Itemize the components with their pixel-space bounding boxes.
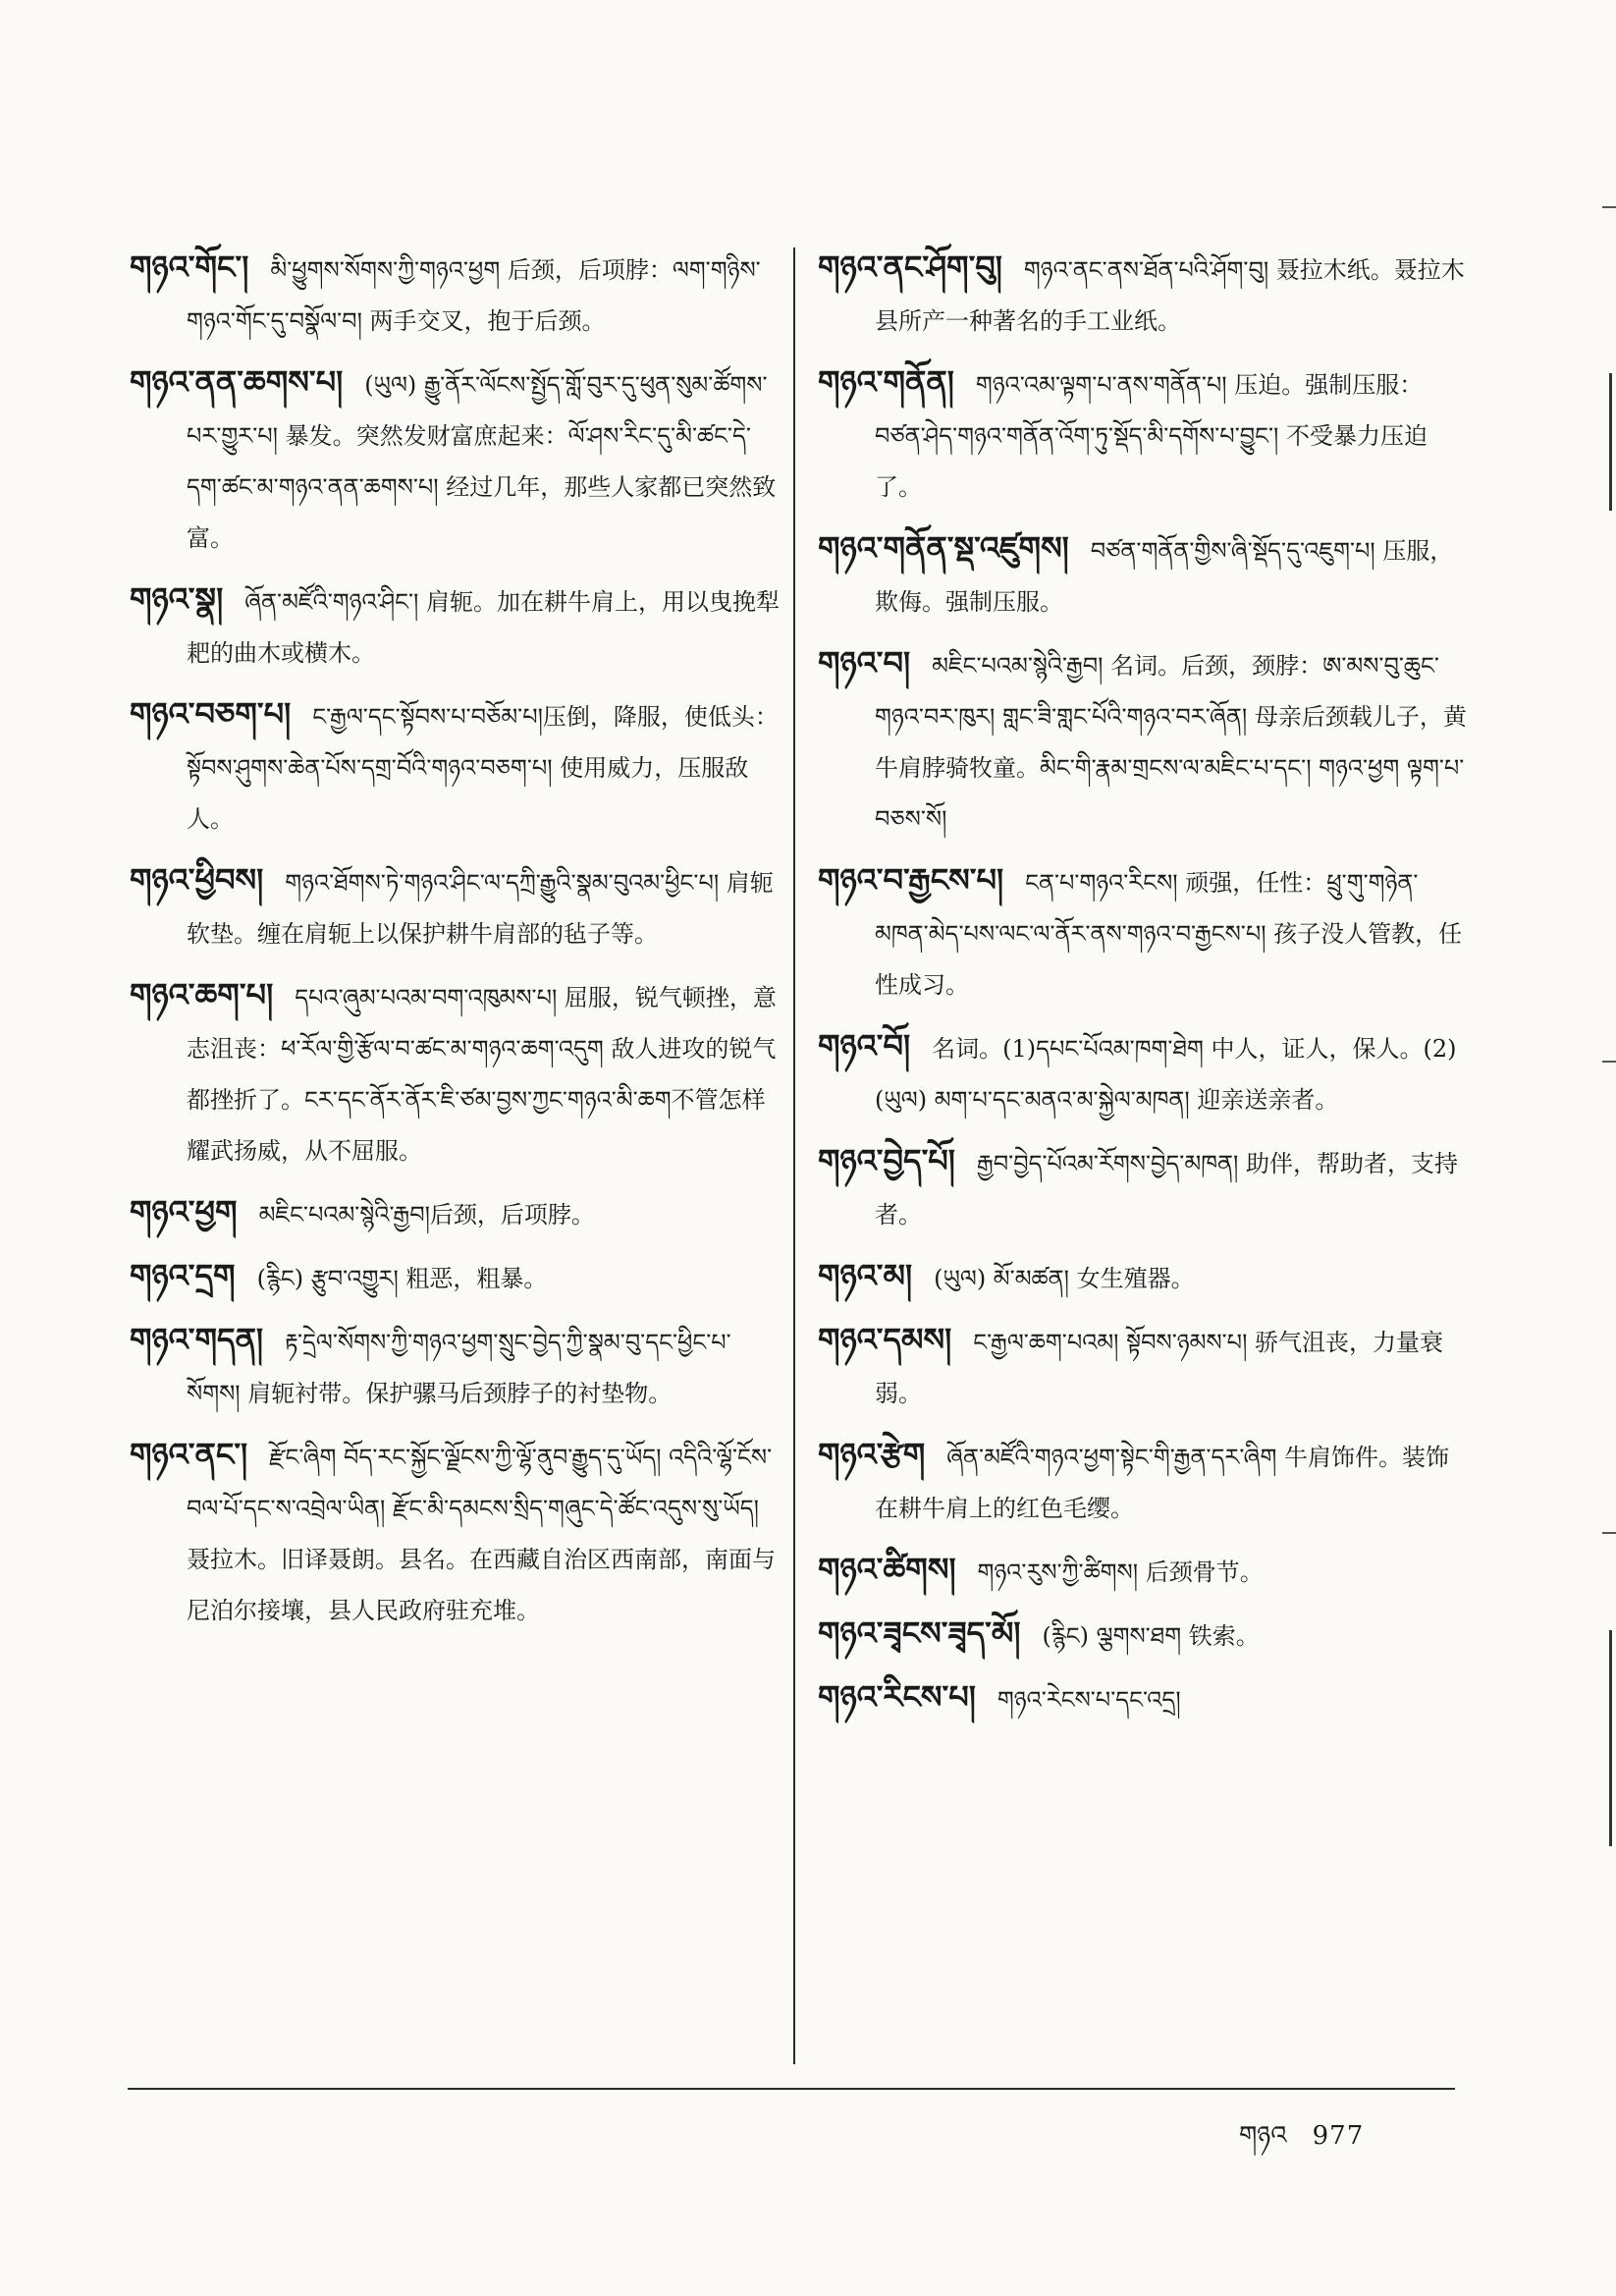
headword: གཉའ་སྣ། [130,580,224,618]
entry-definition: དཔའ་ཞུམ་པའམ་བག་འཁུམས་པ། 屈服，锐气顿挫，意志沮丧：ཕ་རོལ་གྱི་རྩོལ་བ་ཚང་མ་གཉའ་ཆག་འདུག 敌人进攻的锐气都挫折了。ངར་དང་ནོར་ནོར་ཇི་ཙམ་བྱས་ཀྱང་གཉའ་མི་ཆག不管怎样耀武扬威，从不屈服。 [187,984,777,1165]
column-divider [793,247,795,2064]
page-footer [1239,2107,1364,2179]
dictionary-entry [130,574,782,679]
entry-definition: བཙན་གནོན་གྱིས་ཞི་སྡོད་དུ་འཇུག་པ། 压服，欺侮。强制压服。 [875,537,1454,616]
headword: གཉའ་མ། [818,1257,913,1294]
headword: གཉའ་ནང་ཤོག་བུ། [818,248,1002,286]
headword: གཉའ་གོང་། [130,248,249,286]
headword: གཉའ་གནོན་སྡ་འཛུགས། [818,529,1069,567]
entry-definition: ཞོན་མཛོའི་གཉའ་ཤིང་། 肩轭。加在耕牛肩上，用以曳挽犁耙的曲木或横木。 [187,588,780,667]
dictionary-entry [818,1314,1471,1419]
page-number: 977 [1312,2121,1365,2151]
scan-edge-tick [1602,1061,1616,1063]
entry-definition: (ཡུལ) མོ་མཚན། 女生殖器。 [934,1265,1195,1292]
headword: གཉའ་ཚིགས། [818,1551,956,1588]
entry-definition: ང་རྒྱལ་ཆག་པའམ། སྟོབས་ཉམས་པ། 骄气沮丧，力量衰弱。 [875,1329,1444,1407]
headword: གཉའ་ཟྭངས་ཟྭད་མོ། [818,1614,1021,1652]
entry-definition: ང་རྒྱལ་དང་སྟོབས་པ་བཅོམ་པ།压倒，降服，使低头：སྟོབས་ཤུགས་ཆེན་པོས་དགྲ་བོའི་གཉའ་བཅག་པ། 使用威力，压服敌人。 [187,703,779,833]
left-column [130,242,782,2068]
dictionary-entry [130,854,782,959]
scan-edge-tick [1602,1532,1616,1534]
dictionary-entry [818,1671,1471,1725]
dictionary-entry [818,1250,1471,1304]
headword: གཉའ་གནོན། [818,363,954,401]
entry-definition: ཞོན་མཛོའི་གཉའ་ཕྱག་སྟེང་གི་རྒྱན་དར་ཞིག 牛肩饰件。装饰在耕牛肩上的红色毛缨。 [875,1444,1449,1522]
entry-definition: མཇིང་པའམ་སྙེའི་རྒྱབ།后颈，后项脖。 [258,1201,595,1229]
entry-definition: རྒྱབ་བྱེད་པོའམ་རོགས་བྱེད་མཁན། 助伴，帮助者，支持者。 [875,1150,1458,1229]
dictionary-entry [818,242,1471,347]
headword: གཉའ་ནན་ཆགས་པ། [130,363,344,401]
dictionary-entry [130,1429,782,1636]
entry-definition: མཇིང་པའམ་སྙེའི་རྒྱབ། 名词。后颈，颈脖：ཨ་མས་བུ་ཆུང་གཉའ་བར་ཁུར། གླང་ཟི་གླང་པོའི་གཉའ་བར་ཞོན། 母亲后颈载儿子，黄牛肩脖骑牧童。མིང་གི་རྣམ་གྲངས་ལ་མཇིང་པ་དང་། གཉའ་ཕྱག ལྟག་པ་བཅས་སོ། [875,652,1467,833]
headword: གཉའ་དྲག [130,1257,236,1294]
scan-edge-mark [1609,373,1612,511]
entry-definition: མི་ཕྱུགས་སོགས་ཀྱི་གཉའ་ཕྱག 后颈，后项脖：ལག་གཉིས་གཉའ་གོང་དུ་བསྣོལ་བ། 两手交叉，抱于后颈。 [187,256,761,335]
dictionary-entry [818,522,1471,628]
scan-edge-mark [1609,1630,1612,1846]
dictionary-entry [130,969,782,1176]
dictionary-entry [818,1608,1471,1662]
dictionary-entry [818,1544,1471,1598]
dictionary-entry [818,1020,1471,1125]
entry-definition: གཉའ་ནང་ནས་ཐོན་པའི་ཤོག་བུ། 聂拉木纸。聂拉木县所产一种著名的手工业纸。 [875,256,1465,335]
entry-definition: 名词。(1)དཔང་པོའམ་ཁག་ཐེག 中人，证人，保人。(2)(ཡུལ) མག་པ་དང་མནའ་མ་སྐྱེལ་མཁན། 迎亲送亲者。 [875,1035,1457,1114]
dictionary-entry [130,1250,782,1304]
entry-definition: གཉའ་རུས་ཀྱི་ཚིགས། 后颈骨节。 [977,1558,1264,1586]
entry-definition: གཉའ་འམ་ལྟག་པ་ནས་གནོན་པ། 压迫。强制压服：བཙན་ཤེད་གཉའ་གནོན་འོག་ཏུ་སྡོད་མི་དགོས་པ་བྱུང་། 不受暴力压迫了。 [875,371,1427,501]
headword: གཉའ་ཆག་པ། [130,976,274,1013]
footer-rule [128,2088,1455,2090]
entry-definition: (ཡུལ) རྒྱུ་ནོར་ལོངས་སྤྱོད་གློ་བུར་དུ་ཕུན་སུམ་ཚོགས་པར་གྱུར་པ། 暴发。突然发财富庶起来：ལོ་ཤས་རིང་དུ་མི་ཚང་དེ་དག་ཚང་མ་གཉའ་ནན་ཆགས་པ། 经过几年，那些人家都已突然致富。 [187,371,777,552]
footer-section-label: གཉའ [1239,2121,1287,2151]
dictionary-entry [818,1429,1471,1534]
headword: གཉའ་ཕྱག [130,1193,238,1230]
dictionary-entry [130,1314,782,1419]
dictionary-entry [130,242,782,347]
entry-definition: ངན་པ་གཉའ་རིངས། 顽强，任性：ཕྲུ་གུ་གཉེན་མཁན་མེད་པས་ལང་ལ་ནོར་ནས་གཉའ་བ་རྒྱངས་པ། 孩子没人管教，任性成习。 [875,869,1463,999]
dictionary-entry [130,1186,782,1240]
entry-definition: རྟ་དྲེལ་སོགས་ཀྱི་གཉའ་ཕྱག་སྲུང་བྱེད་ཀྱི་སྣམ་བུ་དང་ཕྱིང་པ་སོགས། 肩轭衬带。保护骡马后颈脖子的衬垫物。 [187,1329,731,1407]
dictionary-entry [818,1135,1471,1240]
dictionary-entry [818,854,1471,1011]
entry-definition: གཉའ་རེངས་པ་དང་འདྲ། [997,1686,1181,1714]
dictionary-entry [130,688,782,845]
headword: གཉའ་དམས། [818,1321,952,1358]
headword: གཉའ་བ། [818,644,911,682]
dictionary-entry [818,637,1471,845]
entry-definition: (རྙིང) རྩུབ་འགྱུར། 粗恶，粗暴。 [256,1265,548,1292]
entry-definition: གཉའ་ཐོགས་ཏེ་གཉའ་ཤིང་ལ་དཀྲི་རྒྱུའི་སྣམ་བུའམ་ཕྱིང་པ། 肩轭软垫。缠在肩轭上以保护耕牛肩部的毡子等。 [187,869,774,948]
headword: གཉའ་རིངས་པ། [818,1678,976,1716]
scan-edge-tick [1602,206,1616,208]
headword: གཉའ་བྱེད་པོ། [818,1142,955,1179]
dictionary-entry [130,356,782,564]
headword: གཉའ་ནང་། [130,1436,248,1473]
right-column [818,242,1471,2068]
dictionary-entry [818,356,1471,513]
headword: གཉའ་གདན། [130,1321,264,1358]
headword: གཉའ་བ་རྒྱངས་པ། [818,861,1004,899]
headword: གཉའ་ཕྱིབས། [130,861,264,899]
entry-definition: རྫོང་ཞིག བོད་རང་སྐྱོང་ལྗོངས་ཀྱི་ལྷོ་ནུབ་རྒྱུད་དུ་ཡོད། འདིའི་ལྷོ་ངོས་བལ་པོ་དང་ས་འབྲེལ་ཡིན། རྫོང་མི་དམངས་སྲིད་གཞུང་དེ་ཚོང་འདུས་སུ་ཡོད། 聂拉木。旧译聂朗。县名。在西藏自治区西南部，南面与尼泊尔接壤，县人民政府驻充堆。 [187,1444,776,1624]
entry-definition: (རྙིང) ལྕགས་ཐག 铁索。 [1042,1622,1260,1650]
headword: གཉའ་བཅག་པ། [130,695,292,733]
headword: གཉའ་རྩེག [818,1436,926,1473]
headword: གཉའ་བོ། [818,1027,911,1065]
